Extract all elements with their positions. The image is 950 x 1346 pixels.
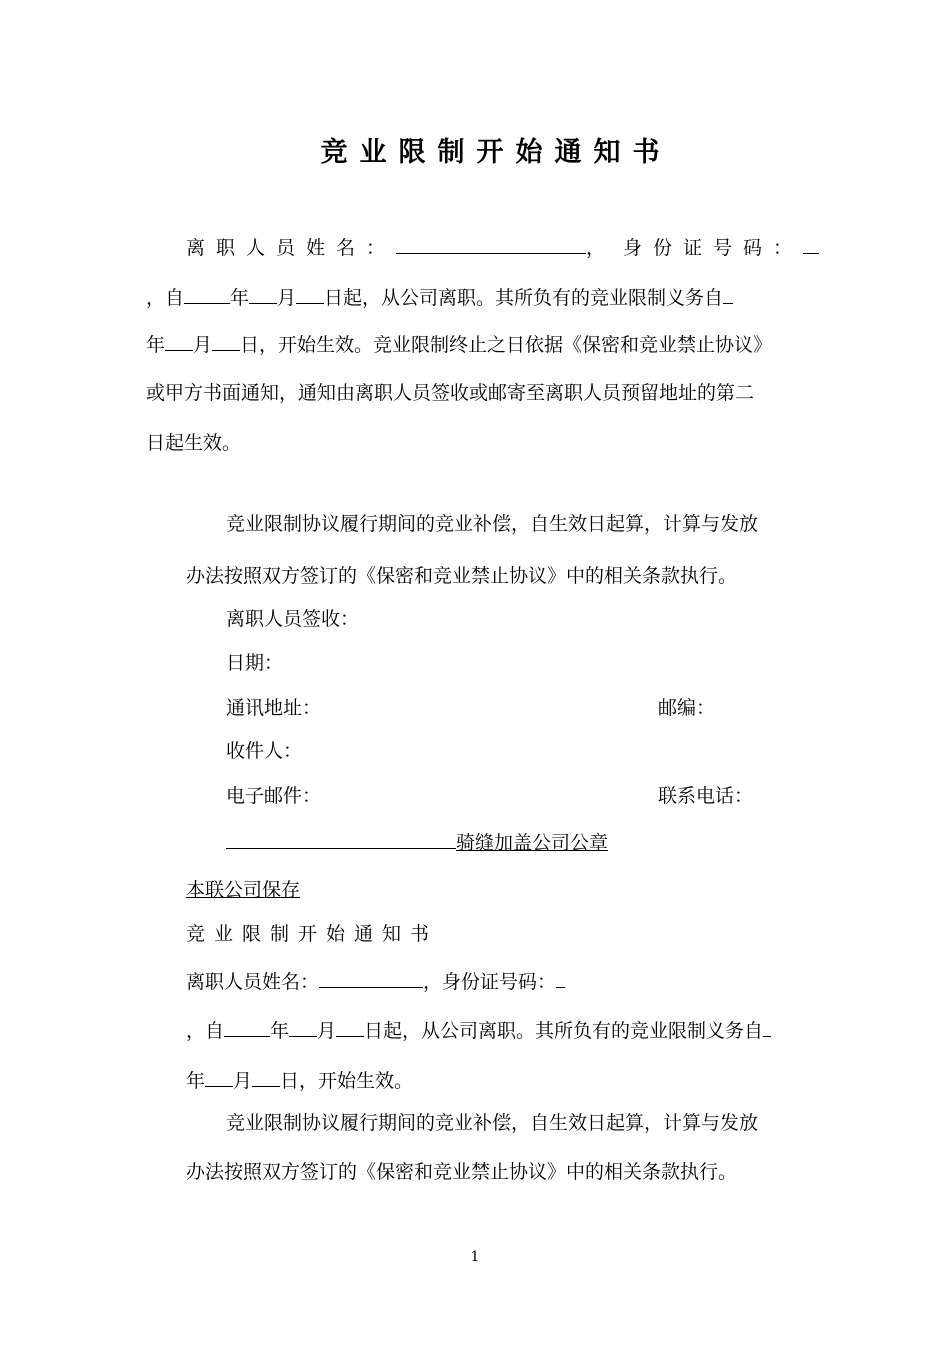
seal-line — [226, 828, 608, 855]
year-text: 年 — [146, 334, 166, 356]
comma: ， — [586, 237, 606, 259]
stub-effective-text: 日，开始生效。 — [280, 1070, 414, 1092]
address-label: 通讯地址： — [226, 697, 322, 719]
stub-name-blank — [319, 967, 423, 988]
effective-line — [146, 330, 772, 357]
date-label: 日期： — [226, 652, 284, 674]
stub-year-blank — [224, 1016, 270, 1037]
stub-day-blank — [252, 1066, 280, 1087]
seal-blank — [226, 828, 456, 849]
notice-line-end: 日起生效。 — [146, 432, 242, 454]
day-blank — [212, 330, 240, 351]
month-blank — [165, 330, 193, 351]
id-label: 身份证号码： — [623, 237, 804, 259]
stub-from-text: ，自 — [186, 1020, 225, 1042]
stub-name-id-line — [186, 967, 565, 994]
stub-id-label: ，身份证号码： — [423, 971, 557, 993]
stub-compensation-line-1: 竞业限制协议履行期间的竞业补偿，自生效日起算，计算与发放 — [226, 1112, 759, 1134]
stub-date-line — [186, 1016, 771, 1043]
month-text: 月 — [277, 287, 297, 309]
stub-resign-text: 日起，从公司离职。其所负有的竞业限制义务自 — [364, 1020, 764, 1042]
stub-name-label: 离职人员姓名： — [186, 971, 320, 993]
postcode-label: 邮编： — [658, 697, 716, 719]
year-blank — [184, 283, 230, 304]
stub-year-text: 年 — [186, 1070, 206, 1092]
compensation-line-2: 办法按照双方签订的《保密和竞业禁止协议》中的相关条款执行。 — [186, 565, 738, 587]
stub-month-blank — [289, 1016, 317, 1037]
start-blank — [723, 283, 733, 304]
compensation-line-1: 竞业限制协议履行期间的竞业补偿，自生效日起算，计算与发放 — [226, 513, 759, 535]
resign-text: 日起，从公司离职。其所负有的竞业限制义务自 — [324, 287, 724, 309]
name-id-line — [186, 233, 819, 260]
id-blank — [803, 233, 819, 254]
page-number: 1 — [470, 1249, 480, 1265]
stub-effective-line — [186, 1066, 413, 1093]
month-blank — [249, 283, 277, 304]
stub-id-blank — [556, 967, 565, 988]
seal-text: 骑缝加盖公司公章 — [456, 832, 609, 854]
recipient-label: 收件人： — [226, 740, 303, 762]
page-title: 竞业限制开始通知书 — [320, 137, 672, 168]
stub-day-blank — [336, 1016, 364, 1037]
notice-line: 或甲方书面通知，通知由离职人员签收或邮寄至离职人员预留地址的第二 — [146, 382, 755, 404]
day-blank — [296, 283, 324, 304]
stub-compensation-line-2: 办法按照双方签订的《保密和竞业禁止协议》中的相关条款执行。 — [186, 1161, 738, 1183]
stub-start-blank — [763, 1016, 771, 1037]
email-label: 电子邮件： — [226, 785, 322, 807]
date-line — [146, 283, 733, 310]
month-text: 月 — [193, 334, 213, 356]
stub-label: 本联公司保存 — [186, 879, 301, 901]
stub-year-text: 年 — [270, 1020, 290, 1042]
from-text: ，自 — [146, 287, 185, 309]
stub-month-text: 月 — [233, 1070, 253, 1092]
stub-month-blank — [205, 1066, 233, 1087]
stub-month-text: 月 — [317, 1020, 337, 1042]
stub-title: 竞业限制开始通知书 — [186, 923, 439, 945]
name-label: 离职人员姓名： — [186, 237, 397, 259]
effective-text: 日，开始生效。竞业限制终止之日依据《保密和竞业禁止协议》 — [240, 334, 773, 356]
year-text: 年 — [230, 287, 250, 309]
name-blank — [396, 233, 586, 254]
sign-label: 离职人员签收： — [226, 608, 360, 630]
phone-label: 联系电话： — [658, 785, 754, 807]
